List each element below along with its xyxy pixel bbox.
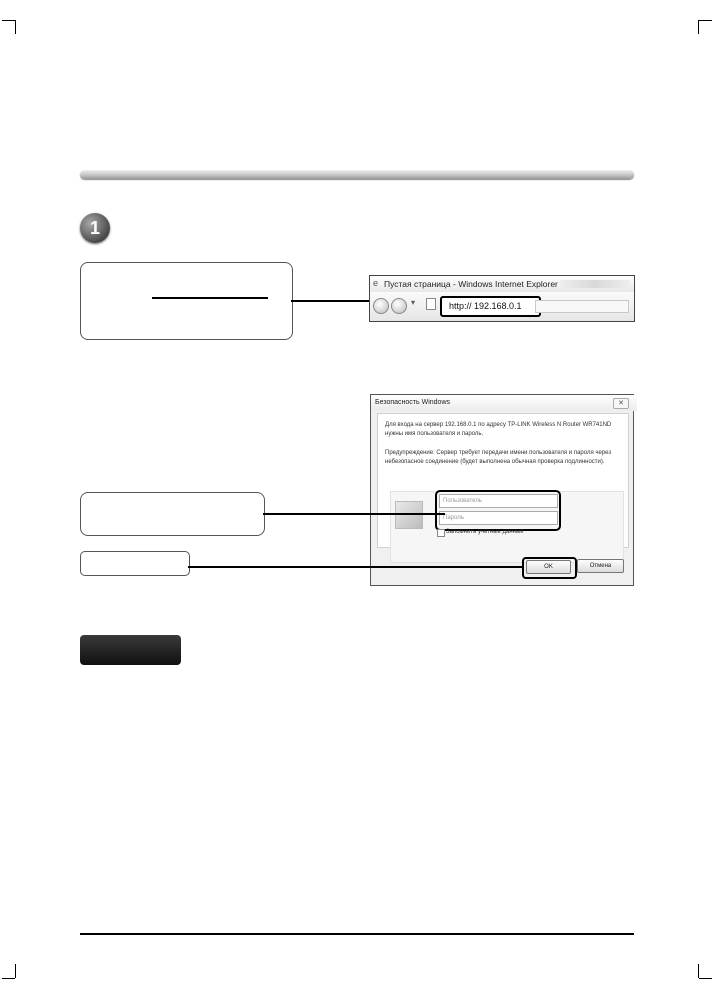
dialog-body: [377, 413, 629, 548]
ie-logo-icon: e: [373, 278, 379, 288]
section-divider: [80, 170, 634, 179]
crop-mark: [2, 978, 15, 979]
forward-button[interactable]: [391, 298, 407, 314]
address-callout: [80, 262, 293, 340]
user-avatar-icon: [395, 501, 423, 529]
dialog-message: Для входа на сервер 192.168.0.1 по адресу TP-LINK Wireless N Router WR741ND нужны имя пользователя и пароль.: [385, 422, 612, 437]
crop-mark: [15, 20, 16, 34]
ie-navigation-bar: [370, 292, 634, 321]
ie-title-bar: [370, 276, 634, 292]
close-icon[interactable]: ✕: [613, 398, 629, 409]
crop-mark: [698, 20, 699, 34]
crop-mark: [15, 964, 16, 978]
remember-label: Запомнить учетные данные: [446, 529, 524, 535]
windows-security-dialog: [370, 394, 634, 586]
credentials-callout: [80, 492, 265, 536]
ie-window-title: Пустая страница - Windows Internet Explorer: [384, 279, 558, 289]
chevron-down-icon[interactable]: ▾: [411, 298, 416, 307]
credential-fields-highlight: [435, 490, 561, 531]
back-button[interactable]: [373, 298, 389, 314]
credential-area: [390, 491, 624, 563]
ie-window: [369, 275, 635, 322]
page-icon: [426, 298, 436, 310]
address-bar-extension: [535, 300, 629, 313]
dialog-warning: Предупреждение: Сервер требует передачи имени пользователя и пароля через небезопасное соединение (будет выполнена обычная проверка подлинности).: [385, 450, 612, 465]
address-input[interactable]: http:// 192.168.0.1: [440, 296, 541, 317]
crop-mark: [698, 964, 699, 978]
footer-rule: [80, 933, 634, 935]
connector-line: [188, 566, 522, 568]
ok-button[interactable]: OK: [526, 560, 571, 574]
callout-underline: [152, 297, 268, 299]
cancel-button[interactable]: Отмена: [577, 559, 624, 573]
dialog-title: Безопасность Windows: [371, 395, 637, 411]
username-field[interactable]: Пользователь: [439, 494, 558, 508]
ok-callout: [80, 551, 190, 576]
crop-mark: [699, 978, 712, 979]
crop-mark: [2, 20, 15, 21]
connector-line: [263, 513, 445, 515]
ok-highlight: [522, 557, 577, 579]
remember-checkbox[interactable]: [437, 529, 445, 537]
crop-mark: [699, 20, 712, 21]
step-number-badge: 1: [80, 213, 110, 243]
password-field[interactable]: Пароль: [439, 511, 558, 525]
ie-title-controls: [560, 280, 630, 288]
note-badge: [80, 635, 181, 665]
